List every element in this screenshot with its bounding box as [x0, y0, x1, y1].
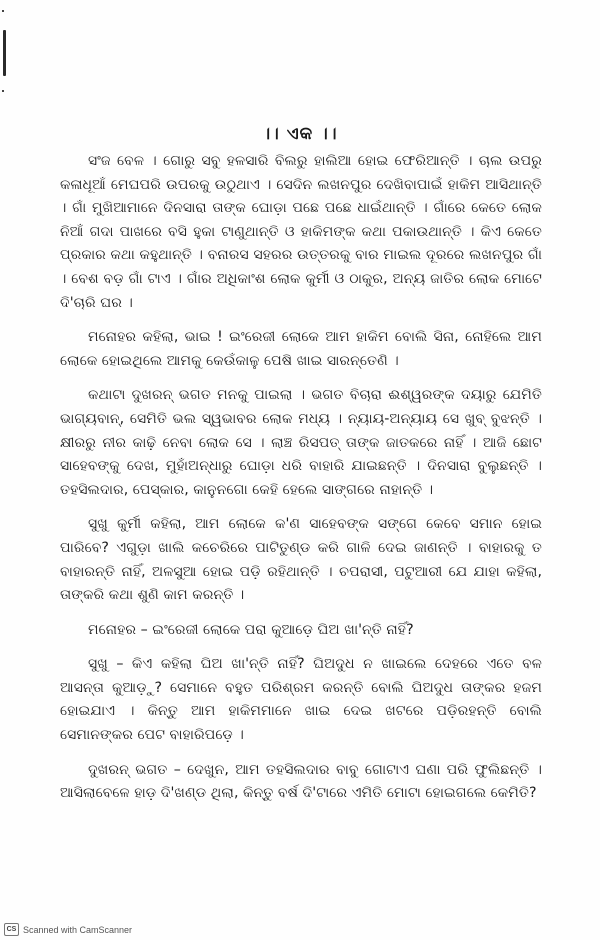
paragraph: ସୁଖୁ – କିଏ କହିଲା ଘିଅ ଖା'ନ୍ତି ନାହିଁ? ଘିଅଦୁଧ ନ ଖାଇଲେ ଦେହରେ ଏତେ ବଳ ଆସନ୍ତା କୁଆଡ଼ୁ? ସେମାନେ ବହୁତ ପରିଶ୍ରମ କରନ୍ତି ବୋଲି ଘିଅଦୁଧ ତାଙ୍କର ହଜମ ହୋଇଯାଏ । କିନ୍ତୁ ଆମ ହାକିମମାନେ ଖାଇ ଦେଇ ଖଟରେ ପଡ଼ିରହନ୍ତି ବୋଲି ସେମାନଙ୍କର ପେଟ ବାହାରିପଡ଼େ ।: [60, 656, 542, 744]
camscanner-logo-icon: CS: [4, 923, 19, 936]
paragraph: ସୁଖୁ କୁର୍ମୀ କହିଲା, ଆମ ଲୋକେ କ'ଣ ସାହେବଙ୍କ ସଙ୍ଗେ କେବେ ସମାନ ହୋଇ ପାରିବେ? ଏଗୁଡ଼ା ଖାଲି କଚେରିରେ ପାଟିତୁଣ୍ଡ କରି ଗାଳି ଦେଇ ଜାଣନ୍ତି । ବାହାରକୁ ତ ବାହାରନ୍ତି ନାହିଁ, ଅଳସୁଆ ହୋଇ ପଡ଼ି ରହିଥାନ୍ତି । ଚପରାସୀ, ପଟୁଆରୀ ଯେ ଯାହା କହିଲା, ତାଙ୍କରି କଥା ଶୁଣି କାମ କରନ୍ତି ।: [60, 516, 542, 604]
paragraph: କଥାଟା ଦୁଖରନ୍ ଭଗତ ମନକୁ ପାଇଲା । ଭଗତ ବିଚାରା ଈଶ୍ୱରଙ୍କ ଦୟାରୁ ଯେମିତି ଭାଗ୍ୟବାନ୍, ସେମିତି ଭଲ ସ୍ୱଭାବର ଲୋକ ମଧ୍ୟ । ନ୍ୟାୟ-ଅନ୍ୟାୟ ସେ ଖୁବ୍ ବୁଝନ୍ତି । କ୍ଷୀରରୁ ନୀର କାଢ଼ି ନେବା ଲୋକ ସେ । ଲାଞ୍ଚ ରିସପତ୍ ତାଙ୍କ ଜାତକରେ ନାହିଁ । ଆଜି ଛୋଟ ସାହେବଙ୍କୁ ଦେଖ, ମୁହାଁଅନ୍ଧାରୁ ଘୋଡ଼ା ଧରି ବାହାରି ଯାଇଛନ୍ତି । ଦିନସାରା ବୁଲୁଛନ୍ତି । ତହସିଲଦାର, ପେସ୍କାର, କାନୁନଗୋ କେହି ହେଲେ ସାଙ୍ଗରେ ନାହାନ୍ତି ।: [60, 387, 542, 498]
margin-speck: [2, 10, 4, 12]
body-text: [60, 150, 542, 817]
paragraph: ଦୁଖରନ୍ ଭଗତ – ଦେଖୁନ, ଆମ ତହସିଲଦାର ବାବୁ ଗୋଟାଏ ଘଣା ପରି ଫୁଲିଛନ୍ତି । ଆସିଲାବେଳେ ହାଡ଼ ଦି'ଖଣ୍ଡ ଥିଲା, କିନ୍ତୁ ବର୍ଷ ଦି'ଟାରେ ଏମିତି ମୋଟା ହୋଇଗଲେ କେମିତି?: [60, 761, 542, 802]
scanner-watermark-text: Scanned with CamScanner: [23, 924, 133, 935]
scanner-watermark: [4, 923, 132, 936]
margin-ink-mark: [3, 30, 6, 76]
paragraph: ମନୋହର କହିଲା, ଭାଇ ! ଇଂରେଜୀ ଲୋକେ ଆମ ହାକିମ ବୋଲି ସିନା, ନୋହିଲେ ଆମ ଲୋକେ ହୋଇଥିଲେ ଆମକୁ କେଉଁକାଳୁ ପେଷି ଖାଇ ସାରନ୍ତେଣି ।: [60, 329, 542, 369]
paragraph: ସଂଜ ବେଳ । ଗୋରୁ ସବୁ ହଳସାରି ବିଲରୁ ହାଲିଆ ହୋଇ ଫେରିଆନ୍ତି । ଚାଲ ଉପରୁ କଳାଧୂଆଁ ମେଘପରି ଉପରକୁ ଉଠୁଥାଏ । ସେଦିନ ଲଖନପୁର ଦେଖିବାପାଇଁ ହାକିମ ଆସିଥାନ୍ତି । ଗାଁ ମୁଖିଆମାନେ ଦିନସାରା ତାଙ୍କ ଘୋଡ଼ା ପଛେ ପଛେ ଧାଇଁଥାନ୍ତି । ଗାଁରେ କେତେ ଲୋକ ନିଆଁ ଗଦା ପାଖରେ ବସି ହୁକା ଟାଣୁଥାନ୍ତି ଓ ହାକିମଙ୍କ କଥା ପକାଉଥାନ୍ତି । କିଏ କେତେ ପ୍ରକାର କଥା କହୁଥାନ୍ତି । ବନାରସ ସହରର ଉତ୍ତରକୁ ବାର ମାଇଲ ଦୂରରେ ଲଖନପୁର ଗାଁ । ବେଶ ବଡ଼ ଗାଁ ଟାଏ । ଗାଁର ଅଧିକାଂଶ ଲୋକ କୁର୍ମୀ ଓ ଠାକୁର, ଅନ୍ୟ ଜାତିର ଲୋକ ମୋଟେ ଦି'ଚାରି ଘର ।: [60, 153, 542, 311]
chapter-title: ।। ଏକ ।।: [262, 124, 338, 144]
margin-speck: [2, 90, 4, 92]
paragraph: ମନୋହର – ଇଂରେଜୀ ଲୋକେ ପରା କୁଆଡ଼େ ଘିଅ ଖା'ନ୍ତି ନାହିଁ?: [88, 621, 414, 638]
